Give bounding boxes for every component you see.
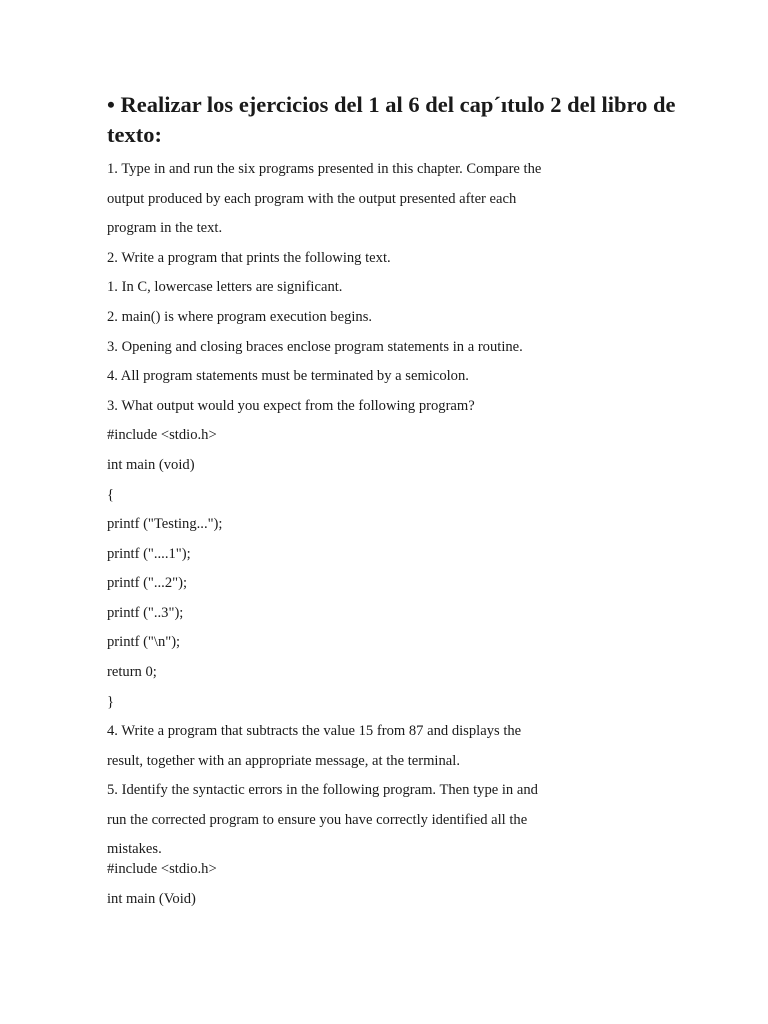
text-line: mistakes. (107, 841, 162, 857)
text-line: 1. Type in and run the six programs presented in this chapter. Compare the (107, 161, 542, 177)
text-line: 1. In C, lowercase letters are significant. (107, 279, 343, 295)
text-line: 2. main() is where program execution begins. (107, 309, 373, 325)
text-line: 3. Opening and closing braces enclose program statements in a routine. (107, 339, 523, 355)
text-line: program in the text. (107, 220, 223, 236)
code-line: } (107, 694, 115, 710)
text-line: 4. Write a program that subtracts the value 15 from 87 and displays the (107, 723, 522, 739)
code-line: #include <stdio.h> (107, 861, 217, 877)
code-line: printf ("..3"); (107, 605, 184, 621)
text-line: result, together with an appropriate message, at the terminal. (107, 753, 460, 769)
text-line: 5. Identify the syntactic errors in the following program. Then type in and (107, 782, 538, 798)
code-line: int main (Void) (107, 891, 196, 907)
code-line: #include <stdio.h> (107, 427, 217, 443)
code-line: printf ("\n"); (107, 634, 181, 650)
code-line: printf ("....1"); (107, 546, 191, 562)
text-line: run the corrected program to ensure you have correctly identified all the (107, 812, 528, 828)
code-line: return 0; (107, 664, 157, 680)
exercise-heading: • Realizar los ejercicios del 1 al 6 del cap´ıtulo 2 del libro de texto: (107, 92, 676, 147)
code-line: printf ("...2"); (107, 575, 188, 591)
code-line: printf ("Testing..."); (107, 516, 223, 532)
code-line: int main (void) (107, 457, 195, 473)
text-line: output produced by each program with the output presented after each (107, 191, 517, 207)
text-line: 2. Write a program that prints the following text. (107, 250, 391, 266)
text-line: 4. All program statements must be terminated by a semicolon. (107, 368, 469, 384)
text-line: 3. What output would you expect from the following program? (107, 398, 475, 414)
code-line: { (107, 487, 115, 503)
